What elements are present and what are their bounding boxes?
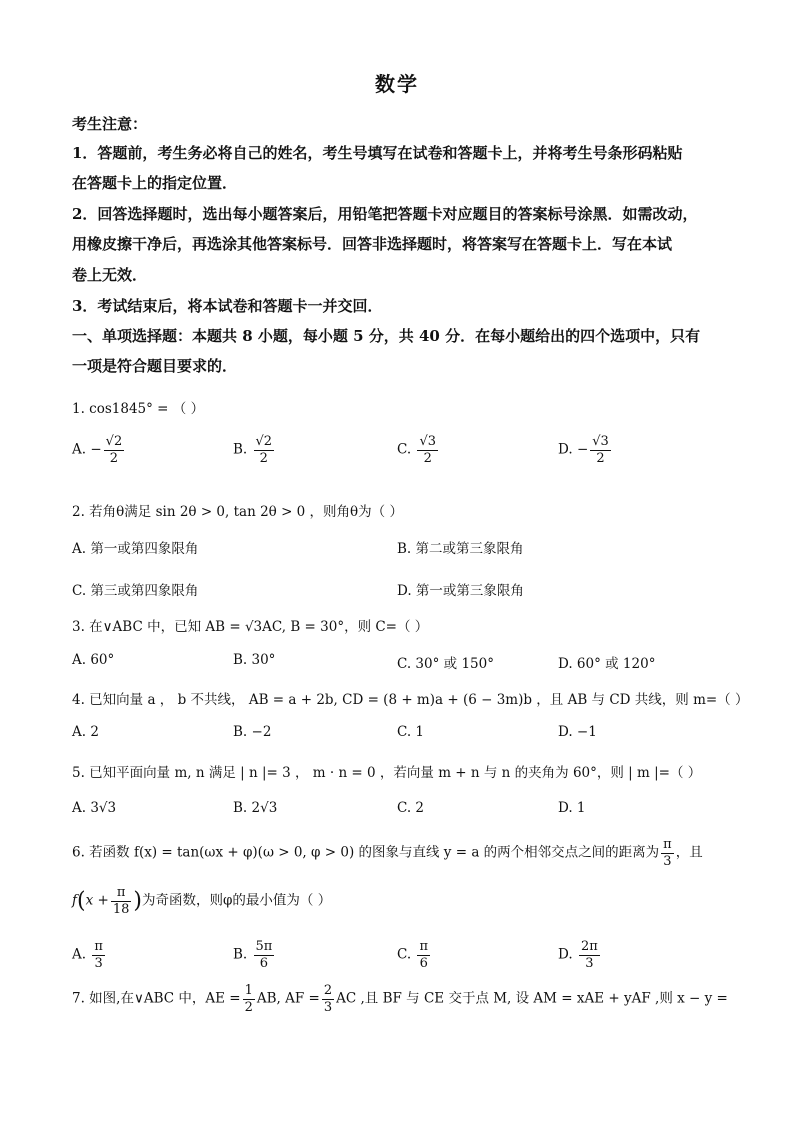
fraction: $\frac{√3}{2}$ [419, 434, 436, 466]
fraction: $\frac{1}{2}$ [244, 983, 253, 1015]
notice-item-2-line-3: 卷上无效． [72, 266, 148, 284]
question-6-option-b: B. $\frac{5\pi}{6}$ [233, 939, 273, 971]
fraction: $\frac{\pi}{3}$ [663, 837, 672, 869]
question-6-option-c: C. $\frac{\pi}{6}$ [397, 939, 428, 971]
fraction: $\frac{√2}{2}$ [105, 434, 123, 466]
question-2-option-b: B. 第二或第三象限角 [397, 541, 524, 557]
notice-item-1-line-2: 在答题卡上的指定位置． [72, 174, 238, 192]
section-heading-line-1: 一、单项选择题：本题共 8 小题，每小题 5 分，共 40 分．在每小题给出的四个选项中，只有 [72, 327, 701, 345]
notice-item-3: 3．考试结束后，将本试卷和答题卡一并交回． [72, 297, 383, 315]
fraction: $\frac{2\pi}{3}$ [580, 939, 598, 971]
notice-heading: 考生注意： [72, 115, 148, 133]
question-6-stem-line-1: 6. 若函数 f(x) = tan(ωx + φ)(ω > 0, φ > 0) 的图象与直线 y = a 的两个相邻交点之间的距离为 $\frac{\pi}{3}$ ，且 [72, 837, 703, 869]
question-2-stem: 2. 若角θ满足 sin 2θ > 0, tan 2θ > 0 ，则角θ为（ ） [72, 504, 403, 520]
question-5-option-c: C. 2 [397, 800, 425, 816]
question-2-option-d: D. 第一或第三象限角 [397, 583, 524, 599]
fraction: $\frac{2}{3}$ [323, 983, 333, 1015]
question-4-stem: 4. 已知向量 a ， b 不共线， AB = a + 2b, CD = (8 + m)a + (6 − 3m)b ，且 AB 与 CD 共线，则 m=（ ） [72, 692, 749, 708]
question-4-option-c: C. 1 [397, 724, 425, 740]
question-6-option-d: D. $\frac{2\pi}{3}$ [558, 939, 598, 971]
question-5-option-a: A. 3√3 [72, 800, 117, 816]
question-1-option-d: D. − $\frac{√3}{2}$ [558, 434, 609, 466]
question-6-option-a: A. $\frac{\pi}{3}$ [72, 939, 103, 971]
question-4-option-a: A. 2 [72, 724, 99, 740]
question-1-option-c: C. $\frac{√3}{2}$ [397, 434, 436, 466]
question-6-stem-line-2: f(x + $\frac{\pi}{18}$ )为奇函数，则φ的最小值为（ ） [72, 885, 332, 917]
notice-item-2-line-2: 用橡皮擦干净后，再选涂其他答案标号．回答非选择题时，将答案写在答题卡上．写在本试 [72, 235, 673, 253]
section-heading-line-2: 一项是符合题目要求的． [72, 357, 238, 375]
question-4-option-b: B. −2 [233, 724, 272, 740]
fraction: $\frac{√3}{2}$ [592, 434, 609, 466]
question-1-option-b: B. $\frac{√2}{2}$ [233, 434, 273, 466]
question-3-option-a: A. 60° [72, 652, 115, 668]
question-5-option-d: D. 1 [558, 800, 586, 816]
notice-item-1-line-1: 1．答题前，考生务必将自己的姓名，考生号填写在试卷和答题卡上，并将考生号条形码粘贴 [72, 144, 683, 162]
page-title: 数学 [375, 72, 419, 96]
question-4-option-d: D. −1 [558, 724, 597, 740]
question-5-stem: 5. 已知平面向量 m, n 满足 | n |= 3 ， m · n = 0 ，若向量 m + n 与 n 的夹角为 60°，则 | m |=（ ） [72, 765, 702, 781]
question-7-stem: 7. 如图,在∨ABC 中，AE = $\frac{1}{2}$ AB, AF = $\frac{2}{3}$ AC ,且 BF 与 CE 交于点 M, 设 AM = xAE + yAF ,则 x − y = [72, 983, 728, 1015]
question-3-stem: 3. 在∨ABC 中，已知 AB = √3AC, B = 30°，则 C=（ ） [72, 619, 429, 635]
fraction: $\frac{√2}{2}$ [255, 434, 273, 466]
fraction: $\frac{\pi}{3}$ [94, 939, 103, 971]
notice-item-2-line-1: 2．回答选择题时，选出每小题答案后，用铅笔把答题卡对应题目的答案标号涂黑．如需改动， [72, 205, 698, 223]
question-3-option-d: D. 60° 或 120° [558, 656, 656, 672]
fraction: $\frac{5\pi}{6}$ [255, 939, 273, 971]
question-3-option-b: B. 30° [233, 652, 276, 668]
question-2-option-a: A. 第一或第四象限角 [72, 541, 199, 557]
question-2-option-c: C. 第三或第四象限角 [72, 583, 199, 599]
question-1-stem: 1. cos1845° = （ ） [72, 401, 205, 417]
fraction: $\frac{\pi}{18}$ [112, 885, 130, 917]
question-1-option-a: A. − $\frac{√2}{2}$ [72, 434, 123, 466]
fraction: $\frac{\pi}{6}$ [419, 939, 428, 971]
question-5-option-b: B. 2√3 [233, 800, 278, 816]
question-3-option-c: C. 30° 或 150° [397, 656, 494, 672]
